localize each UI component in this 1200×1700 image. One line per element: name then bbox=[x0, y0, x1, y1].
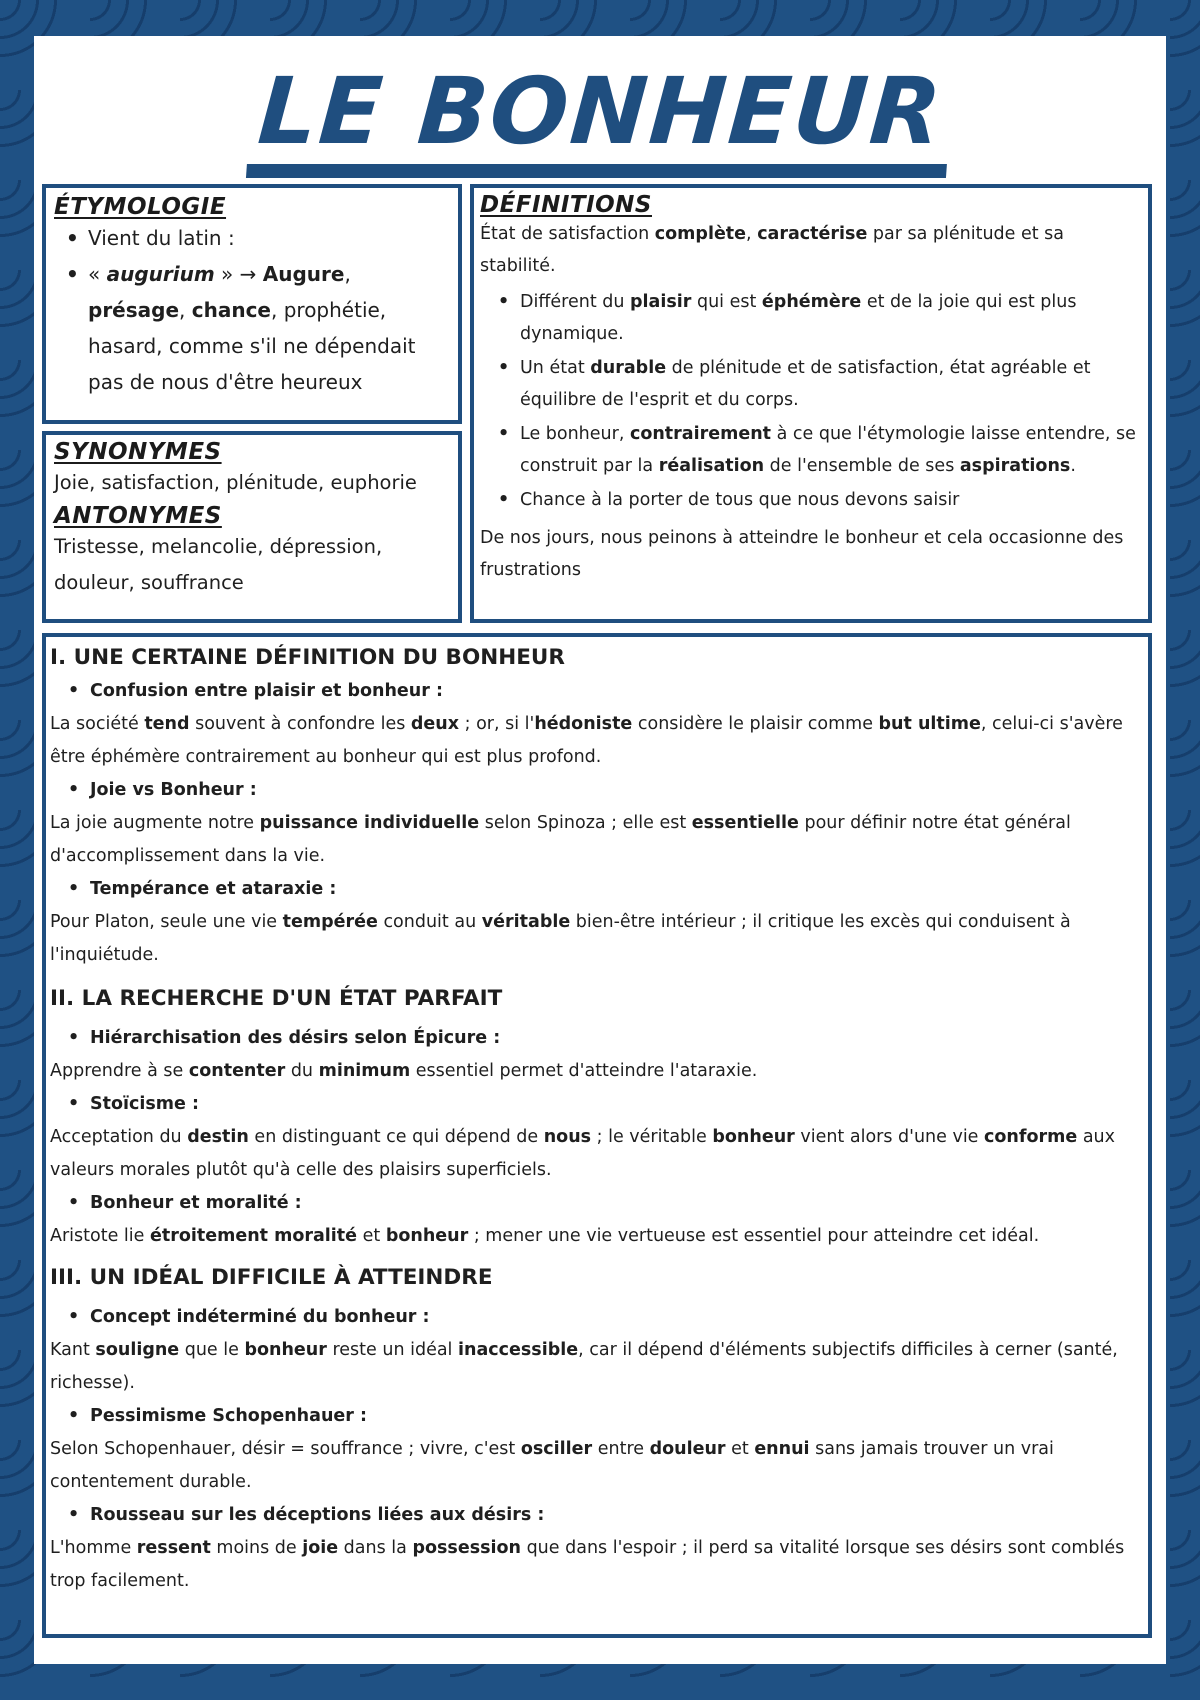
definitions-box bbox=[470, 184, 1152, 623]
point-text: Pour Platon, seule une vie tempérée conduit au véritable bien-être intérieur ; il critique les excès qui conduisent à l'inquiétude. bbox=[50, 912, 1071, 965]
synonymes-text: Joie, satisfaction, plénitude, euphorie bbox=[54, 471, 417, 494]
antonymes-text: Tristesse, melancolie, dépression, douleur, souffrance bbox=[54, 535, 383, 594]
point-label: • Tempérance et ataraxie : bbox=[90, 873, 1144, 906]
definitions-outro: De nos jours, nous peinons à atteindre le bonheur et cela occasionne des frustrations bbox=[480, 528, 1124, 580]
etymologie-heading: ÉTYMOLOGIE bbox=[54, 194, 227, 220]
point-list bbox=[90, 1022, 1144, 1055]
document-page bbox=[34, 36, 1166, 1664]
point-label: • Joie vs Bonheur : bbox=[90, 774, 1144, 807]
point-label: • Confusion entre plaisir et bonheur : bbox=[90, 675, 1144, 708]
sections bbox=[50, 641, 1144, 1598]
title-wrap bbox=[34, 58, 1166, 178]
list-item: • Chance à la porter de tous que nous devons saisir bbox=[520, 484, 1142, 516]
list-item: • Le bonheur, contrairement à ce que l'étymologie laisse entendre, se construit par la réalisation de l'ensemble de ses aspirations. bbox=[520, 418, 1142, 482]
antonymes-heading: ANTONYMES bbox=[54, 503, 222, 529]
point-text: Selon Schopenhauer, désir = souffrance ; vivre, c'est osciller entre douleur et ennui sans jamais trouver un vrai contentement durable. bbox=[50, 1439, 1054, 1492]
main-content-box bbox=[42, 633, 1152, 1638]
etymologie-list bbox=[88, 220, 450, 400]
section-title: III. UN IDÉAL DIFFICILE À ATTEINDRE bbox=[50, 1265, 493, 1290]
point-text: Aristote lie étroitement moralité et bonheur ; mener une vie vertueuse est essentiel pour atteindre cet idéal. bbox=[50, 1226, 1040, 1246]
definitions-list bbox=[520, 286, 1142, 516]
point-list bbox=[90, 774, 1144, 807]
point-label: • Hiérarchisation des désirs selon Épicure : bbox=[90, 1022, 1144, 1055]
page-title: LE BONHEUR bbox=[246, 62, 954, 178]
point-text: Apprendre à se contenter du minimum essentiel permet d'atteindre l'ataraxie. bbox=[50, 1061, 758, 1081]
list-item: • Un état durable de plénitude et de satisfaction, état agréable et équilibre de l'esprit et du corps. bbox=[520, 352, 1142, 416]
synonymes-box bbox=[42, 431, 462, 623]
section-title: I. UNE CERTAINE DÉFINITION DU BONHEUR bbox=[50, 645, 565, 670]
point-text: La société tend souvent à confondre les deux ; or, si l'hédoniste considère le plaisir comme but ultime, celui-ci s'avère être éphémère contrairement au bonheur qui est plus profond. bbox=[50, 714, 1123, 767]
list-item: • Vient du latin : bbox=[88, 220, 450, 256]
point-label: • Pessimisme Schopenhauer : bbox=[90, 1400, 1144, 1433]
list-item: • « augurium » → Augure, présage, chance, prophétie, hasard, comme s'il ne dépendait pas de nous d'être heureux bbox=[88, 256, 450, 400]
point-list bbox=[90, 1088, 1144, 1121]
definitions-heading: DÉFINITIONS bbox=[480, 192, 652, 218]
point-label: • Stoïcisme : bbox=[90, 1088, 1144, 1121]
point-text: L'homme ressent moins de joie dans la possession que dans l'espoir ; il perd sa vitalité lorsque ses désirs sont comblés trop facilement. bbox=[50, 1538, 1125, 1591]
etymologie-box bbox=[42, 184, 462, 424]
point-list bbox=[90, 675, 1144, 708]
point-list bbox=[90, 1301, 1144, 1334]
point-list bbox=[90, 1187, 1144, 1220]
point-text: La joie augmente notre puissance individuelle selon Spinoza ; elle est essentielle pour définir notre état général d'accomplissement dans la vie. bbox=[50, 813, 1071, 866]
point-text: Acceptation du destin en distinguant ce qui dépend de nous ; le véritable bonheur vient alors d'une vie conforme aux valeurs morales plutôt qu'à celle des plaisirs superficiels. bbox=[50, 1127, 1115, 1180]
section-title: II. LA RECHERCHE D'UN ÉTAT PARFAIT bbox=[50, 986, 503, 1011]
point-text: Kant souligne que le bonheur reste un idéal inaccessible, car il dépend d'éléments subjectifs difficiles à cerner (santé, richesse). bbox=[50, 1340, 1118, 1393]
point-label: • Concept indéterminé du bonheur : bbox=[90, 1301, 1144, 1334]
point-list bbox=[90, 1499, 1144, 1532]
definitions-intro: État de satisfaction complète, caractérise par sa plénitude et sa stabilité. bbox=[480, 224, 1065, 276]
list-item: • Différent du plaisir qui est éphémère et de la joie qui est plus dynamique. bbox=[520, 286, 1142, 350]
point-list bbox=[90, 1400, 1144, 1433]
synonymes-heading: SYNONYMES bbox=[54, 439, 222, 465]
point-list bbox=[90, 873, 1144, 906]
point-label: • Rousseau sur les déceptions liées aux désirs : bbox=[90, 1499, 1144, 1532]
point-label: • Bonheur et moralité : bbox=[90, 1187, 1144, 1220]
